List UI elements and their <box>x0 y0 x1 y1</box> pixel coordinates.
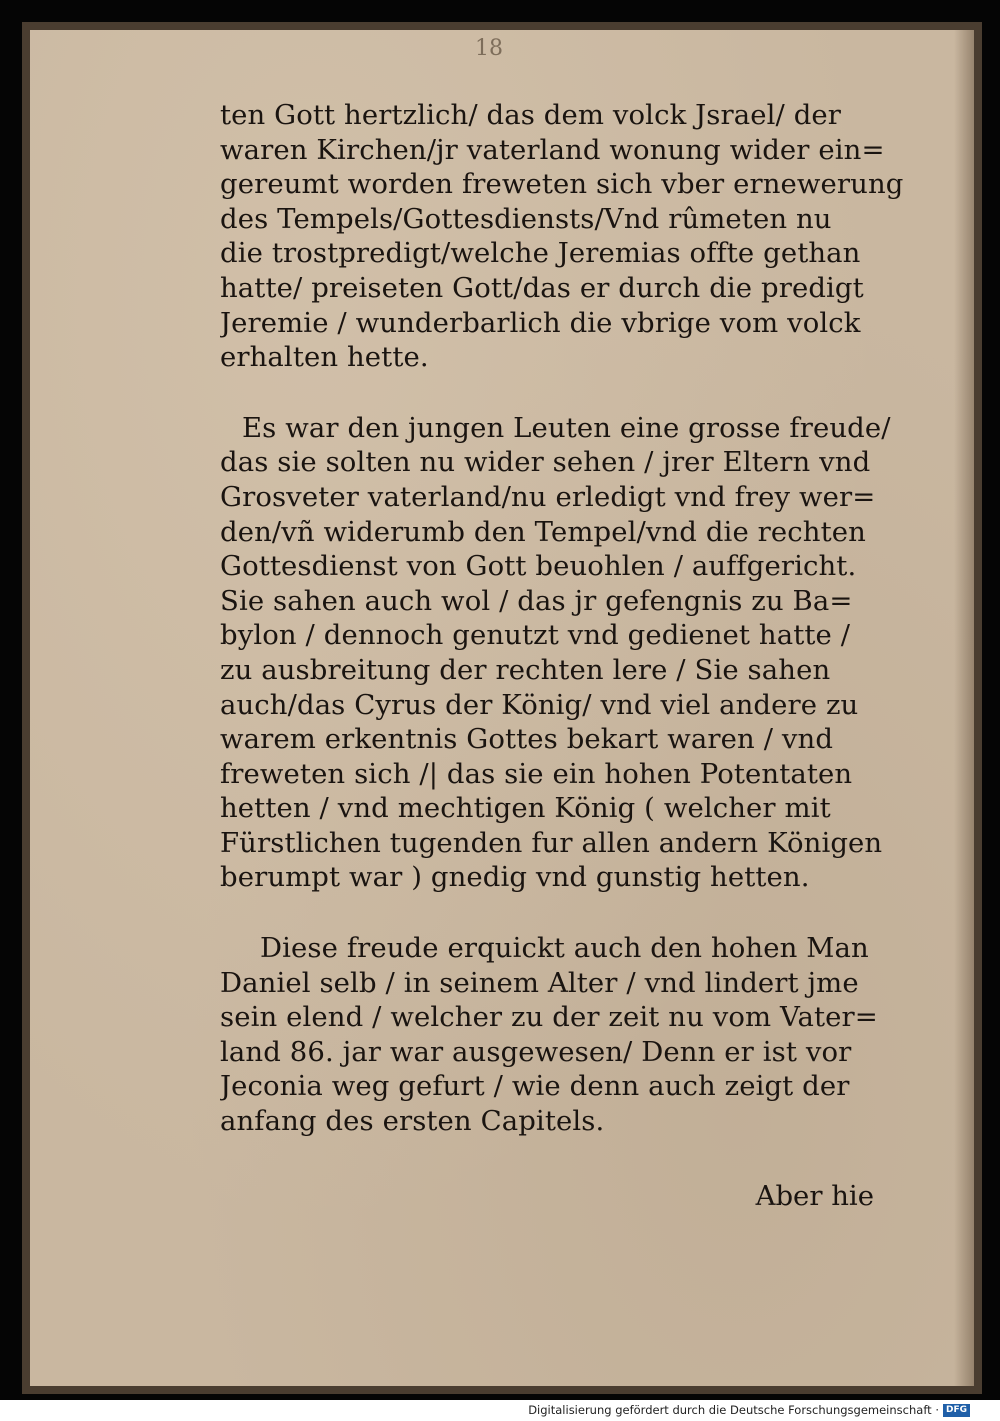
footer-bar <box>0 1400 1000 1421</box>
text-line: ten Gott hertzlich/ das dem volck Jsrael/ der <box>220 99 842 131</box>
paragraph-gap <box>220 895 910 931</box>
text-line: Fürstlichen tugenden fur allen andern Königen <box>220 826 883 859</box>
footer-credit-text: Digitalisierung gefördert durch die Deutsche Forschungsgemeinschaft · <box>528 1403 939 1417</box>
text-line: Gottesdienst von Gott beuohlen / auffgericht. <box>220 550 857 583</box>
catchword: Aber hie <box>755 1180 874 1212</box>
text-line: warem erkentnis Gottes bekart waren / vnd <box>220 723 834 756</box>
text-line: land 86. jar war ausgewesen/ Denn er ist vor <box>220 1035 852 1068</box>
paragraph-gap <box>220 375 910 411</box>
text-line: den/vñ widerumb den Tempel/vnd die rechten <box>220 515 866 548</box>
text-line: auch/das Cyrus der König/ vnd viel andere zu <box>220 688 859 721</box>
text-line: Sie sahen auch wol / das jr gefengnis zu Ba= <box>220 584 853 617</box>
text-line: berumpt war ) gnedig vnd gunstig hetten. <box>220 861 810 894</box>
text-line: zu ausbreitung der rechten lere / Sie sahen <box>220 653 831 686</box>
text-line: das sie solten nu wider sehen / jrer Eltern vnd <box>220 446 871 479</box>
body-text <box>220 98 910 1139</box>
text-line: sein elend / welcher zu der zeit nu vom Vater= <box>220 1001 878 1034</box>
text-line: bylon / dennoch genutzt vnd gedienet hatte / <box>220 619 851 652</box>
text-line: Grosveter vaterland/nu erledigt vnd frey wer= <box>220 480 876 513</box>
text-line: Es war den jungen Leuten eine grosse freude/ <box>242 411 891 444</box>
text-line: anfang des ersten Capitels. <box>220 1105 605 1138</box>
text-line: Jeremie / wunderbarlich die vbrige vom volck <box>220 306 861 339</box>
page-shadow <box>954 30 974 1386</box>
text-line: Diese freude erquickt auch den hohen Man <box>260 932 869 965</box>
text-line: die trostpredigt/welche Jeremias offte gethan <box>220 237 861 270</box>
text-line: waren Kirchen/jr vaterland wonung wider ein= <box>220 133 885 166</box>
document-page <box>30 30 974 1386</box>
text-line: Jeconia weg gefurt / wie denn auch zeigt der <box>220 1070 850 1103</box>
text-line: hetten / vnd mechtigen König ( welcher mit <box>220 792 831 825</box>
text-line: erhalten hette. <box>220 341 429 374</box>
dfg-logo-icon: DFG <box>943 1404 970 1417</box>
text-line: gereumt worden freweten sich vber ernewerung <box>220 168 904 201</box>
text-line: Daniel selb / in seinem Alter / vnd lindert jme <box>220 966 859 999</box>
text-line: hatte/ preiseten Gott/das er durch die predigt <box>220 271 864 304</box>
page-number: 18 <box>475 36 503 61</box>
text-line: des Tempels/Gottesdiensts/Vnd rûmeten nu <box>220 202 832 235</box>
footer-credit <box>528 1403 970 1417</box>
text-line: freweten sich /| das sie ein hohen Potentaten <box>220 757 853 790</box>
